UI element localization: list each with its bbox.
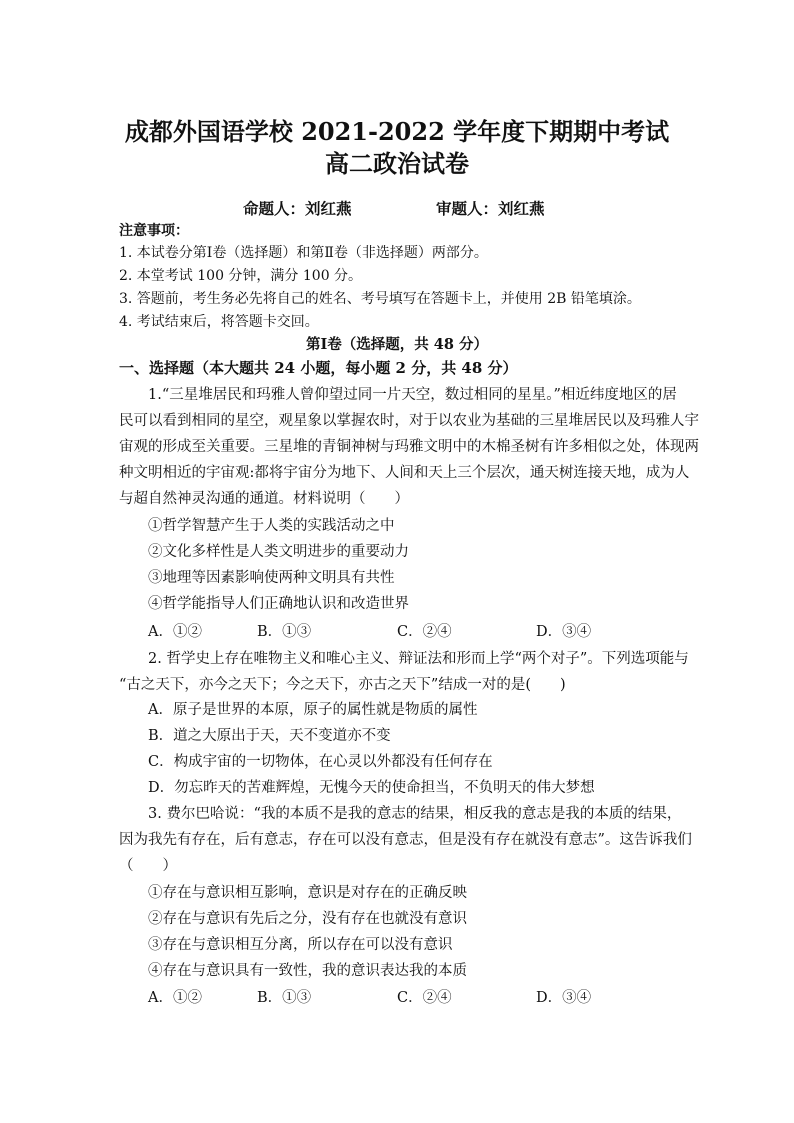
q1-statement: ④哲学能指导人们正确地认识和改造世界 bbox=[148, 596, 409, 612]
question-2-line: 2. 哲学史上存在唯物主义和唯心主义、辩证法和形而上学“两个对子”。下列选项能与 bbox=[148, 651, 689, 667]
part1-title: 第Ⅰ卷（选择题，共 48 分） bbox=[305, 336, 489, 353]
q3-statement: ②存在与意识有先后之分，没有存在也就没有意识 bbox=[148, 911, 467, 927]
q3-option-b: B．①③ bbox=[257, 990, 312, 1006]
notice-item: 3. 答题前，考生务必先将自己的姓名、考号填写在答题卡上，并使用 2B 铅笔填涂。 bbox=[119, 291, 641, 307]
q3-statement: ③存在与意识相互分离，所以存在可以没有意识 bbox=[148, 937, 453, 953]
notice-item: 4. 考试结束后，将答题卡交回。 bbox=[119, 314, 319, 330]
q2-choice-c: C．构成宇宙的一切物体，在心灵以外都没有任何存在 bbox=[148, 754, 493, 770]
question-1-line: 与超自然神灵沟通的通道。材料说明（ ） bbox=[119, 491, 409, 507]
question-1-line: 种文明相近的宇宙观:都将宇宙分为地下、人间和天上三个层次，通天树连接天地，成为人 bbox=[119, 465, 690, 481]
notice-item: 2. 本堂考试 100 分钟，满分 100 分。 bbox=[119, 268, 363, 284]
notice-heading: 注意事项： bbox=[119, 223, 189, 239]
exam-subtitle: 高二政治试卷 bbox=[325, 149, 469, 178]
q1-option-c: C．②④ bbox=[397, 624, 452, 640]
q3-statement: ④存在与意识具有一致性，我的意识表达我的本质 bbox=[148, 963, 467, 979]
setter-label: 命题人：刘红燕 bbox=[243, 199, 352, 218]
q1-statement: ③地理等因素影响使两种文明具有共性 bbox=[148, 570, 395, 586]
q3-option-d: D．③④ bbox=[536, 990, 592, 1006]
reviewer-label: 审题人：刘红燕 bbox=[436, 199, 545, 218]
q3-statement: ①存在与意识相互影响，意识是对存在的正确反映 bbox=[148, 885, 467, 901]
q1-option-d: D．③④ bbox=[536, 624, 592, 640]
q2-choice-b: B．道之大原出于天，天不变道亦不变 bbox=[148, 728, 391, 744]
question-1-line: 民可以看到相同的星空，观星象以掌握农时，对于以农业为基础的三星堆居民以及玛雅人宇 bbox=[119, 413, 699, 429]
question-1-line: 1.“三星堆居民和玛雅人曾仰望过同一片天空，数过相同的星星。”相近纬度地区的居 bbox=[148, 387, 677, 403]
q1-option-a: A．①② bbox=[148, 624, 202, 640]
q1-option-b: B．①③ bbox=[257, 624, 312, 640]
q3-option-a: A．①② bbox=[148, 990, 202, 1006]
q1-statement: ②文化多样性是人类文明进步的重要动力 bbox=[148, 544, 409, 560]
q2-choice-d: D．勿忘昨天的苦难辉煌，无愧今天的使命担当，不负明天的伟大梦想 bbox=[148, 780, 595, 796]
question-2-line: “古之天下，亦今之天下；今之天下，亦古之天下”结成一对的是( ) bbox=[119, 677, 566, 693]
section-title: 一、选择题（本大题共 24 小题，每小题 2 分，共 48 分） bbox=[119, 359, 518, 377]
question-3-line: （ ） bbox=[119, 858, 177, 874]
question-3-line: 3. 费尔巴哈说：“我的本质不是我的意志的结果，相反我的意志是我的本质的结果， bbox=[148, 806, 682, 822]
exam-title: 成都外国语学校 2021-2022 学年度下期期中考试 bbox=[124, 117, 670, 146]
q2-choice-a: A．原子是世界的本原，原子的属性就是物质的属性 bbox=[148, 702, 478, 718]
q1-statement: ①哲学智慧产生于人类的实践活动之中 bbox=[148, 518, 395, 534]
notice-item: 1. 本试卷分第Ⅰ卷（选择题）和第Ⅱ卷（非选择题）两部分。 bbox=[119, 245, 488, 261]
question-1-line: 宙观的形成至关重要。三星堆的青铜神树与玛雅文明中的木棉圣树有许多相似之处，体现两 bbox=[119, 439, 699, 455]
question-3-line: 因为我先有存在，后有意志，存在可以没有意志，但是没有存在就没有意志”。这告诉我们 bbox=[119, 832, 692, 848]
q3-option-c: C．②④ bbox=[397, 990, 452, 1006]
